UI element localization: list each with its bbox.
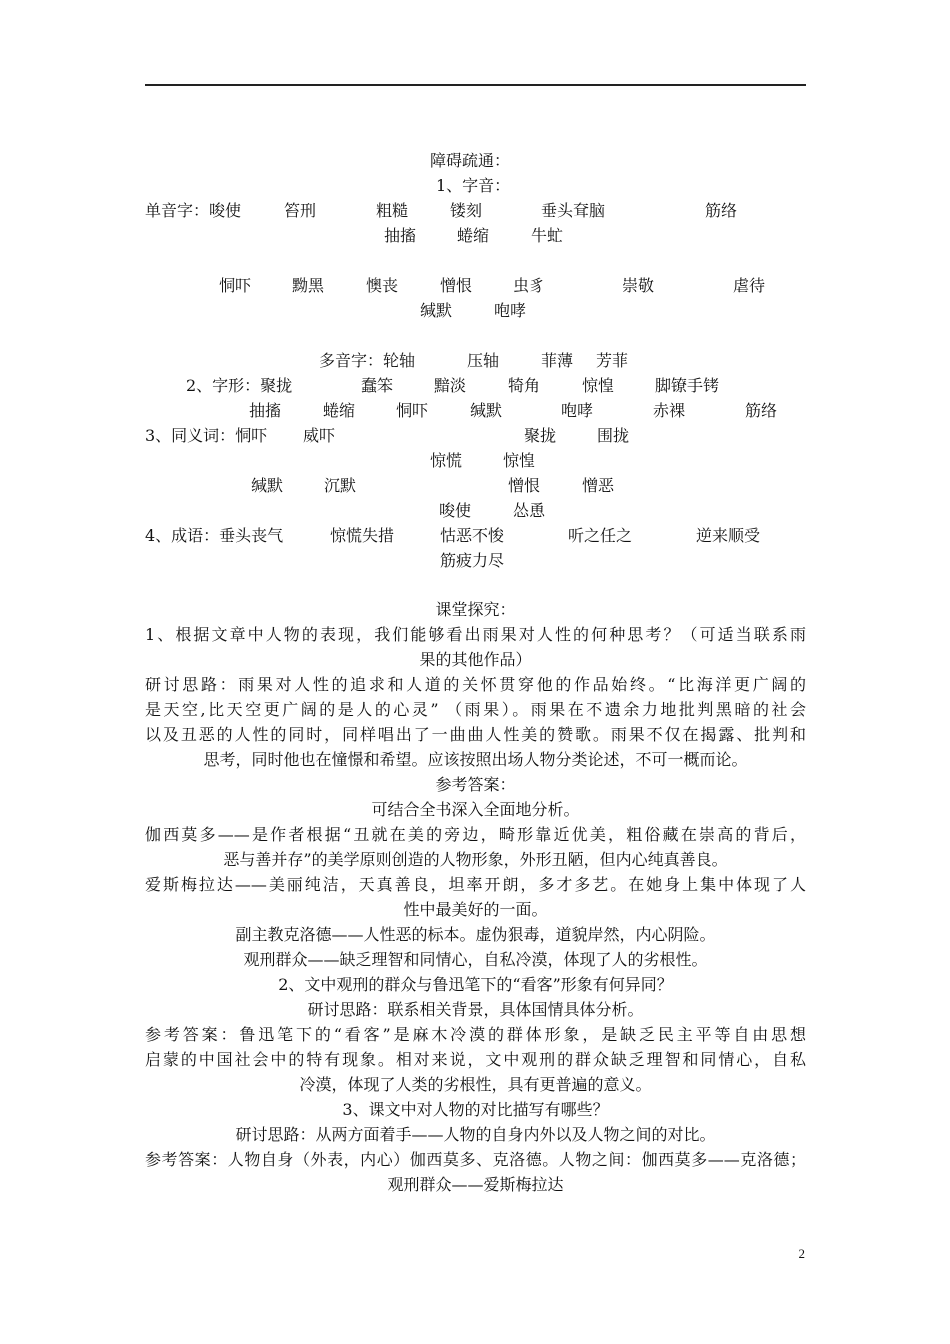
paragraph-line: 研讨思路：联系相关背景，具体国情具体分析。 [307,1000,644,1019]
page-number: 2 [798,1246,805,1261]
word-item: 崇敬 [622,276,655,295]
word-item: 多音字：轮轴 [319,351,416,370]
paragraph-line: 观刑群众——缺乏理智和同情心，自私冷漠，体现了人的劣根性。 [243,950,708,969]
word-item: 憎恨 [440,276,473,295]
paragraph-line: 伽西莫多——是作者根据“丑就在美的旁边，畸形靠近优美，粗俗藏在崇高的背后， [145,825,806,844]
paragraph-line: 以及丑恶的人性的同时，同样唱出了一曲曲人性美的赞歌。雨果不仅在揭露、批判和 [145,725,806,744]
paragraph-line: 可结合全书深入全面地分析。 [371,800,580,819]
word-item: 蜷缩 [457,226,490,245]
word-item: 恫吓 [396,401,429,420]
word-item: 黯淡 [434,376,467,395]
word-item: 镂刻 [450,201,483,220]
word-item: 唆使 [439,501,472,520]
word-item: 缄默 [470,401,503,420]
paragraph-line: 2、文中观刑的群众与鲁迅笔下的“看客”形象有何异同？ [278,975,673,994]
word-item: 菲薄 [541,351,574,370]
word-item: 粗糙 [376,201,409,220]
word-item: 憎恨 [508,476,541,495]
word-item: 犄角 [508,376,541,395]
word-item: 单音字：唆使 [145,201,242,220]
word-item: 怂恿 [513,501,546,520]
paragraph-line: 思考，同时他也在憧憬和希望。应该按照出场人物分类论述，不可一概而论。 [203,750,748,769]
word-item: 威吓 [303,426,336,445]
word-item: 怙恶不悛 [440,526,505,545]
section-heading-obstacles: 障碍疏通： [430,151,511,170]
paragraph-line: 冷漠，体现了人类的劣根性，具有更普遍的意义。 [299,1075,652,1094]
paragraph-line: 果的其他作品） [419,650,532,669]
paragraph-line: 1、根据文章中人物的表现，我们能够看出雨果对人性的何种思考？（可适当联系雨 [145,625,806,644]
word-item: 逆来顺受 [696,526,761,545]
word-item: 懊丧 [366,276,399,295]
word-item: 惊慌 [430,451,463,470]
paragraph-line: 爱斯梅拉达——美丽纯洁，天真善良，坦率开朗，多才多艺。在她身上集中体现了人 [145,875,806,894]
paragraph-line: 研讨思路：从两方面着手——人物的自身内外以及人物之间的对比。 [235,1125,716,1144]
word-item: 惊惶 [582,376,615,395]
word-item: 听之任之 [568,526,633,545]
word-item: 牛虻 [531,226,564,245]
word-item: 咆哮 [494,301,527,320]
word-item: 蜷缩 [323,401,356,420]
paragraph-line: 参考答案： [435,775,516,794]
word-item: 2、字形：聚拢 [186,376,293,395]
paragraph-line: 参考答案：人物自身（外表，内心）伽西莫多、克洛德。人物之间：伽西莫多——克洛德； [145,1150,806,1169]
word-item: 芳菲 [596,351,629,370]
word-item: 抽搐 [384,226,417,245]
paragraph-line: 参考答案：鲁迅笔下的“看客”是麻木冷漠的群体形象，是缺乏民主平等自由思想 [145,1025,806,1044]
word-item: 蠢笨 [361,376,394,395]
word-item: 咆哮 [561,401,594,420]
word-item: 赤裸 [653,401,686,420]
word-item: 垂头耷脑 [541,201,606,220]
word-item: 3、同义词：恫吓 [145,426,268,445]
paragraph-line: 观刑群众——爱斯梅拉达 [387,1175,564,1194]
word-item: 沉默 [324,476,357,495]
word-item: 围拢 [597,426,630,445]
paragraph-line: 副主教克洛德——人性恶的标本。虚伪狠毒，道貌岸然，内心阴险。 [235,925,716,944]
word-item: 4、成语：垂头丧气 [145,526,284,545]
word-item: 聚拢 [524,426,557,445]
paragraph-line: 恶与善并存”的美学原则创造的人物形象，外形丑陋，但内心纯真善良。 [223,850,728,869]
section-heading-inquiry: 课堂探究： [435,600,516,619]
word-item: 恫吓 [219,276,252,295]
paragraph-line: 启蒙的中国社会中的特有现象。相对来说，文中观刑的群众缺乏理智和同情心，自私 [145,1050,806,1069]
word-item: 筋络 [705,201,738,220]
word-item: 抽搐 [249,401,282,420]
paragraph-line: 性中最美好的一面。 [403,900,548,919]
word-item: 惊惶 [503,451,536,470]
word-item: 压轴 [467,351,500,370]
paragraph-line: 是天空,比天空更广阔的是人的心灵” （雨果）。雨果在不遗余力地批判黑暗的社会 [145,700,806,719]
word-item: 笞刑 [284,201,317,220]
word-item: 缄默 [420,301,453,320]
word-item: 筋疲力尽 [440,551,505,570]
word-item: 惊慌失措 [330,526,395,545]
word-item: 虐待 [733,276,766,295]
word-item: 筋络 [745,401,778,420]
paragraph-line: 研讨思路：雨果对人性的追求和人道的关怀贯穿他的作品始终。“比海洋更广阔的 [145,675,806,694]
header-rule [145,84,806,86]
word-item: 憎恶 [582,476,615,495]
paragraph-line: 3、课文中对人物的对比描写有哪些？ [342,1100,609,1119]
subheading-pronunciation: 1、字音： [436,176,511,195]
word-item: 缄默 [251,476,284,495]
word-item: 虫豸 [513,276,546,295]
word-item: 脚镣手铐 [655,376,720,395]
word-item: 黝黑 [292,276,325,295]
